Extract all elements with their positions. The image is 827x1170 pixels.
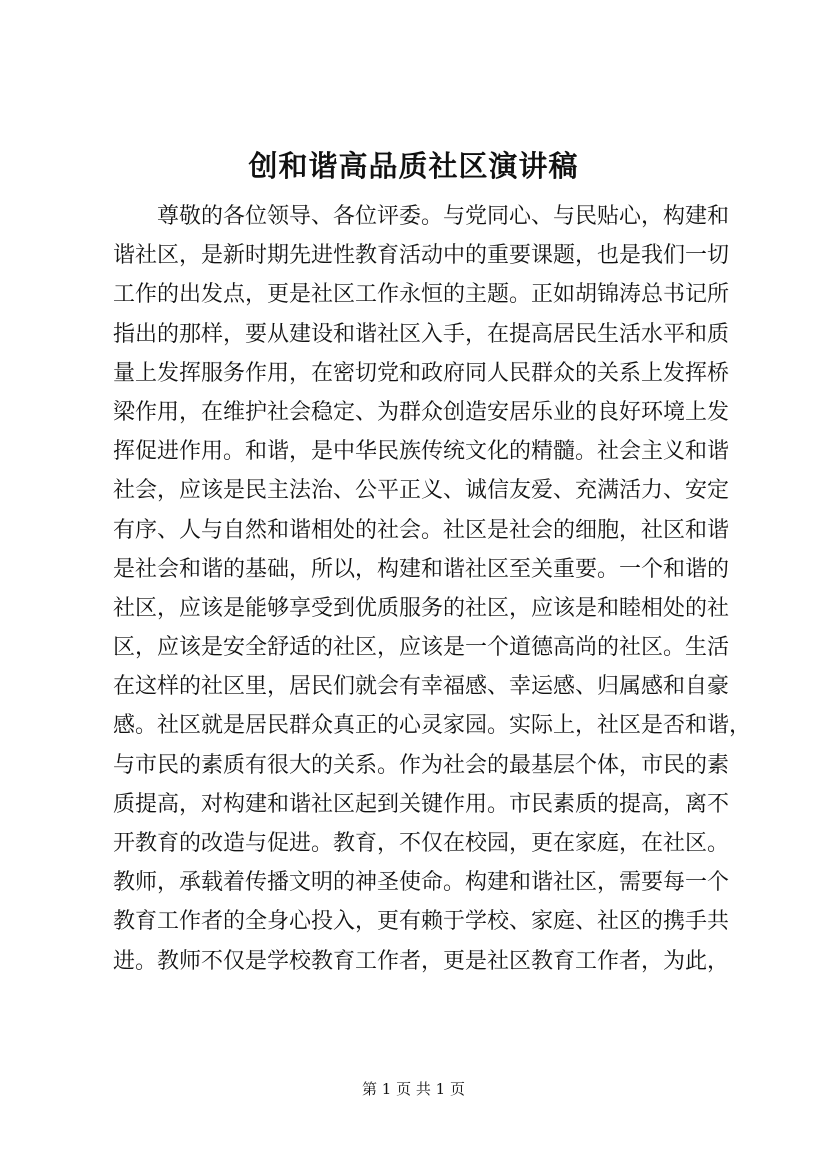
body-line: 区，应该是安全舒适的社区，应该是一个道德高尚的社区。生活	[113, 635, 730, 661]
body-line: 开教育的改造与促进。教育，不仅在校园，更在家庭，在社区。	[113, 831, 730, 856]
document-title: 创和谐高品质社区演讲稿	[248, 149, 579, 183]
body-line: 挥促进作用。和谐，是中华民族传统文化的精髓。社会主义和谐	[113, 439, 730, 465]
body-line: 是社会和谐的基础，所以，构建和谐社区至关重要。一个和谐的	[113, 556, 730, 582]
body-line: 尊敬的各位领导、各位评委。与党同心、与民贴心，构建和	[157, 204, 730, 229]
body-line: 量上发挥服务作用，在密切党和政府同人民群众的关系上发挥桥	[113, 360, 730, 386]
body-line: 教师，承载着传播文明的神圣使命。构建和谐社区，需要每一个	[113, 870, 730, 896]
document-body	[113, 197, 752, 981]
body-line: 指出的那样，要从建设和谐社区入手，在提高居民生活水平和质	[113, 321, 730, 347]
body-line: 在这样的社区里，居民们就会有幸福感、幸运感、归属感和自豪	[113, 674, 730, 700]
body-line: 梁作用，在维护社会稳定、为群众创造安居乐业的良好环境上发	[113, 399, 730, 425]
body-line: 感。社区就是居民群众真正的心灵家园。实际上，社区是否和谐，	[113, 713, 752, 739]
body-line: 社会，应该是民主法治、公平正义、诚信友爱、充满活力、安定	[113, 478, 730, 504]
body-line: 工作的出发点，更是社区工作永恒的主题。正如胡锦涛总书记所	[113, 282, 730, 308]
body-line: 社区，应该是能够享受到优质服务的社区，应该是和睦相处的社	[113, 595, 730, 621]
body-line: 有序、人与自然和谐相处的社会。社区是社会的细胞，社区和谐	[113, 517, 730, 543]
body-line: 教育工作者的全身心投入，更有赖于学校、家庭、社区的携手共	[113, 909, 730, 935]
body-line: 进。教师不仅是学校教育工作者，更是社区教育工作者，为此，	[113, 948, 730, 974]
body-line: 质提高，对构建和谐社区起到关键作用。市民素质的提高，离不	[113, 791, 730, 817]
page-footer: 第 1 页 共 1 页	[362, 1080, 465, 1098]
body-line: 与市民的素质有很大的关系。作为社会的最基层个体，市民的素	[113, 752, 730, 778]
body-line: 谐社区，是新时期先进性教育活动中的重要课题，也是我们一切	[113, 243, 730, 269]
